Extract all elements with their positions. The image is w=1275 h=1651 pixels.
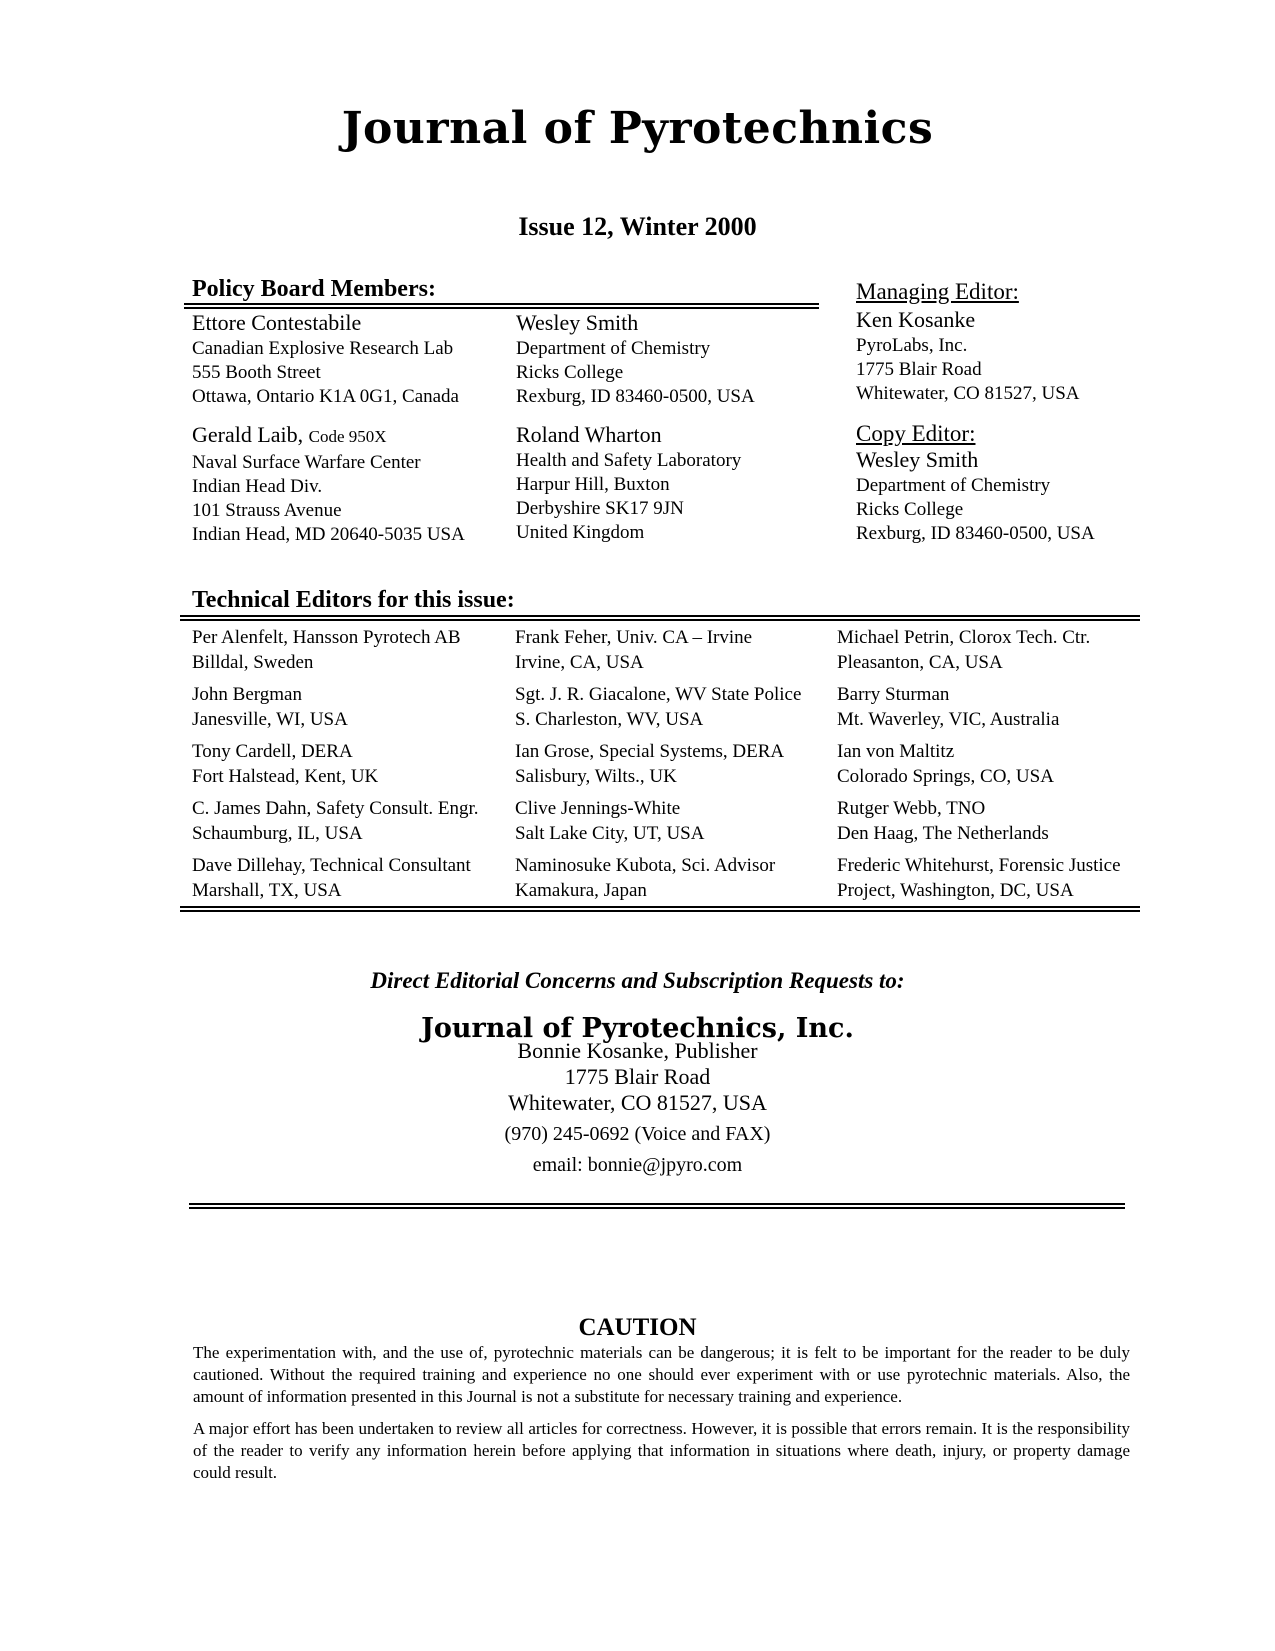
tech-editor-entry [192,683,507,732]
caution-title: CAUTION [578,1314,697,1341]
tech-editor-name: Tony Cardell, DERA [192,741,353,762]
member-name: Ettore Contestabile [192,310,362,335]
tech-editor-entry [837,740,1147,789]
publisher-name: Bonnie Kosanke, Publisher [517,1038,758,1063]
tech-editor-name: Frank Feher, Univ. CA – Irvine [515,627,753,648]
editor-line: Rexburg, ID 83460-0500, USA [856,523,1095,544]
publisher-email: email: bonnie@jpyro.com [532,1154,743,1176]
member-line: Harpur Hill, Buxton [516,474,670,495]
tech-editor-entry [515,854,830,903]
technical-editors-heading: Technical Editors for this issue: [192,587,515,613]
direct-requests-line: Direct Editorial Concerns and Subscription Requests to: [370,968,905,993]
managing-editor [856,280,1156,406]
policy-member-4 [516,421,836,545]
tech-editor-location: Fort Halstead, Kent, UK [192,765,379,787]
tech-editor-name: Sgt. J. R. Giacalone, WV State Police [515,684,802,705]
tech-editor-name: C. James Dahn, Safety Consult. Engr. [192,798,479,819]
tech-editor-entry [192,797,507,846]
copy-editor-name: Wesley Smith [856,447,979,472]
member-line: Health and Safety Laboratory [516,450,742,471]
tech-editor-name: Dave Dillehay, Technical Consultant [192,855,471,876]
tech-editor-entry [837,854,1147,903]
publisher-address-1: 1775 Blair Road [564,1064,711,1089]
policy-member-3 [192,421,512,547]
tech-editor-location: S. Charleston, WV, USA [515,708,704,730]
tech-editor-name: Clive Jennings-White [515,798,681,819]
member-line: Indian Head, MD 20640-5035 USA [192,524,465,545]
member-line: 555 Booth Street [192,362,321,383]
copy-editor [856,422,1156,546]
tech-editor-location: Mt. Waverley, VIC, Australia [837,708,1060,730]
tech-editor-entry [515,740,830,789]
editor-line: Ricks College [856,499,964,520]
tech-editor-name: John Bergman [192,684,302,705]
publisher-bottom-rule [189,1203,1125,1209]
managing-editor-heading: Managing Editor: [856,279,1019,304]
tech-editor-name: Frederic Whitehurst, Forensic Justice [837,855,1121,876]
tech-editor-name: Per Alenfelt, Hansson Pyrotech AB [192,627,461,648]
tech-editor-entry [192,854,507,903]
member-line: 101 Strauss Avenue [192,500,342,521]
tech-editor-location: Marshall, TX, USA [192,879,342,901]
member-line: Naval Surface Warfare Center [192,452,421,473]
tech-editor-name: Barry Sturman [837,684,950,705]
member-line: Ottawa, Ontario K1A 0G1, Canada [192,386,459,407]
caution-paragraph-2: A major effort has been undertaken to review all articles for correctness. However, it is possible that errors remain. It is the responsibility of the reader to verify any information herein before applying that information in situations where death, injury, or property damage could result. [193,1419,1130,1482]
tech-editor-name: Michael Petrin, Clorox Tech. Ctr. [837,627,1091,648]
member-line: Derbyshire SK17 9JN [516,498,684,519]
copy-editor-heading: Copy Editor: [856,421,976,446]
editor-line: 1775 Blair Road [856,359,982,380]
technical-editors-top-rule [180,615,1140,621]
tech-editor-entry [192,740,507,789]
tech-editor-entry [192,626,507,675]
member-line: Ricks College [516,362,624,383]
tech-editor-location: Den Haag, The Netherlands [837,822,1049,844]
publisher-phone: (970) 245-0692 (Voice and FAX) [504,1123,771,1145]
managing-editor-name: Ken Kosanke [856,307,976,332]
member-line: Indian Head Div. [192,476,323,497]
tech-editor-name: Ian von Maltitz [837,741,955,762]
member-line: Department of Chemistry [516,338,711,359]
tech-editor-location: Billdal, Sweden [192,651,314,673]
tech-editor-location: Salt Lake City, UT, USA [515,822,705,844]
policy-board-heading: Policy Board Members: [192,276,436,302]
tech-editor-location: Kamakura, Japan [515,879,647,901]
tech-editor-location: Schaumburg, IL, USA [192,822,363,844]
member-line: Rexburg, ID 83460-0500, USA [516,386,755,407]
tech-editor-name: Ian Grose, Special Systems, DERA [515,741,785,762]
editor-line: PyroLabs, Inc. [856,335,968,356]
editor-line: Whitewater, CO 81527, USA [856,383,1080,404]
tech-editor-name: Naminosuke Kubota, Sci. Advisor [515,855,776,876]
policy-member-2 [516,309,836,409]
publisher-address-2: Whitewater, CO 81527, USA [508,1090,767,1115]
policy-member-1 [192,309,512,409]
tech-editor-entry [837,683,1147,732]
tech-editor-location: Project, Washington, DC, USA [837,879,1074,901]
tech-editor-location: Janesville, WI, USA [192,708,348,730]
tech-editor-location: Pleasanton, CA, USA [837,651,1003,673]
issue-label: Issue 12, Winter 2000 [518,212,757,241]
tech-editor-location: Colorado Springs, CO, USA [837,765,1054,787]
tech-editor-entry [837,797,1147,846]
caution-paragraph-1: The experimentation with, and the use of, pyrotechnic materials can be dangerous; it is felt to be important for the reader to be duly cautioned. Without the required training and experience no one should ever experiment with or use pyrotechnic materials. Also, the amount of information presented in this Journal is not a substitute for necessary training and experience. [193,1343,1130,1406]
member-name: Wesley Smith [516,310,639,335]
editor-line: Department of Chemistry [856,475,1051,496]
member-code: Code 950X [308,427,387,446]
tech-editor-name: Rutger Webb, TNO [837,798,986,819]
member-line: United Kingdom [516,522,645,543]
tech-editor-entry [837,626,1147,675]
member-line: Canadian Explosive Research Lab [192,338,454,359]
journal-title: Journal of Pyrotechnics [341,103,934,154]
technical-editors-bottom-rule [180,906,1140,912]
tech-editor-entry [515,683,830,732]
tech-editor-entry [515,626,830,675]
tech-editor-location: Salisbury, Wilts., UK [515,765,677,787]
tech-editor-location: Irvine, CA, USA [515,651,644,673]
member-name: Roland Wharton [516,422,662,447]
publisher-company: Journal of Pyrotechnics, Inc. [421,1013,854,1044]
member-name: Gerald Laib, [192,422,304,447]
tech-editor-entry [515,797,830,846]
